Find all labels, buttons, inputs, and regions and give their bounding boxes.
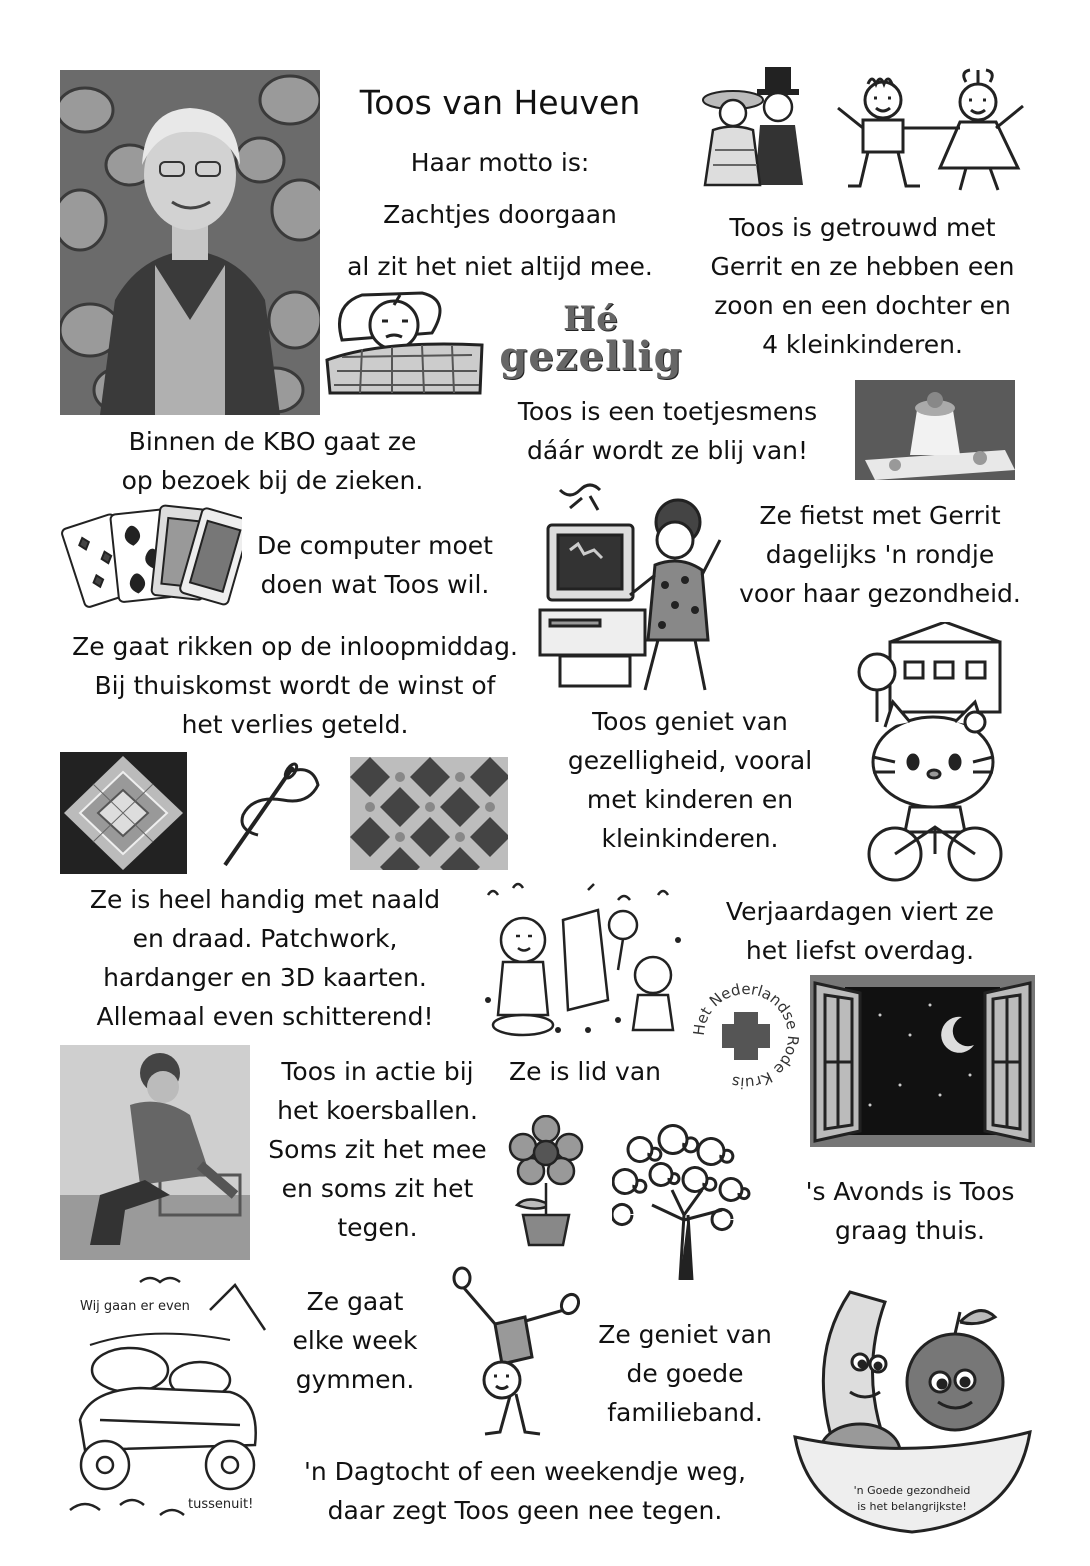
family-text bbox=[580, 1315, 790, 1432]
portrait-photo bbox=[60, 70, 320, 415]
car-trip-clipart bbox=[60, 1270, 275, 1530]
family-line: de goede bbox=[626, 1359, 744, 1388]
kbo-line: op bezoek bij de zieken. bbox=[121, 466, 424, 495]
flower-pot-clipart bbox=[505, 1115, 587, 1247]
sick-in-bed-clipart bbox=[322, 285, 487, 397]
motto-text bbox=[325, 137, 675, 293]
evenings-text bbox=[790, 1172, 1030, 1250]
cosiness-line: gezelligheid, vooral bbox=[567, 746, 813, 775]
crafts-text bbox=[70, 880, 460, 1036]
playing-cards-clipart bbox=[60, 500, 242, 615]
party-clipart bbox=[468, 880, 690, 1040]
kbo-line: Binnen de KBO gaat ze bbox=[128, 427, 417, 456]
birthdays-line: het liefst overdag. bbox=[745, 936, 975, 965]
trips-text bbox=[270, 1452, 780, 1530]
married-line: 4 kleinkinderen. bbox=[762, 330, 963, 359]
sweets-line: Toos is een toetjesmens bbox=[517, 397, 818, 426]
computer-woman-clipart bbox=[530, 480, 725, 695]
married-line: zoon en een dochter en bbox=[714, 291, 1011, 320]
koersballen-line: en soms zit het bbox=[281, 1174, 474, 1203]
trips-line: daar zegt Toos geen nee tegen. bbox=[327, 1496, 723, 1525]
wordart-line: Hé bbox=[563, 299, 619, 339]
evenings-line: graag thuis. bbox=[834, 1216, 985, 1245]
married-text bbox=[690, 208, 1035, 364]
fruit-bowl-clipart bbox=[790, 1272, 1035, 1540]
needle-thread-clipart bbox=[213, 755, 326, 870]
couple-clipart bbox=[695, 65, 820, 190]
hardanger-photo bbox=[60, 752, 187, 874]
pudding-photo bbox=[855, 380, 1015, 480]
crafts-line: en draad. Patchwork, bbox=[132, 924, 398, 953]
gym-line: Ze gaat bbox=[306, 1287, 404, 1316]
birthdays-text bbox=[700, 892, 1020, 970]
cycling-text bbox=[725, 496, 1035, 613]
car-caption-top: Wij gaan er even bbox=[80, 1299, 190, 1314]
crafts-line: Ze is heel handig met naald bbox=[89, 885, 441, 914]
dancing-kids-clipart bbox=[828, 68, 1033, 196]
cycling-line: Ze fietst met Gerrit bbox=[759, 501, 1001, 530]
sweets-text bbox=[500, 392, 835, 470]
gym-line: elke week bbox=[292, 1326, 418, 1355]
member-text: Ze is lid van bbox=[508, 1057, 662, 1086]
gezellig-wordart bbox=[492, 299, 690, 380]
page-title: Toos van Heuven bbox=[359, 83, 641, 122]
family-line: familieband. bbox=[607, 1398, 763, 1427]
trips-line: 'n Dagtocht of een weekendje weg, bbox=[304, 1457, 746, 1486]
swirl-tree-clipart bbox=[612, 1120, 762, 1280]
cycling-line: voor haar gezondheid. bbox=[739, 579, 1021, 608]
koersballen-line: Toos in actie bij bbox=[281, 1057, 474, 1086]
fruit-bowl-caption: is het belangrijkste! bbox=[857, 1500, 967, 1513]
cosiness-line: met kinderen en bbox=[586, 785, 794, 814]
rikken-text bbox=[55, 627, 535, 744]
gym-text bbox=[280, 1282, 430, 1399]
motto-line: Haar motto is: bbox=[410, 148, 590, 177]
wordart-line: gezellig bbox=[499, 333, 683, 380]
koersballen-text bbox=[255, 1052, 500, 1247]
cycling-line: dagelijks 'n rondje bbox=[765, 540, 995, 569]
computer-line: De computer moet bbox=[257, 531, 493, 560]
birthdays-line: Verjaardagen viert ze bbox=[725, 897, 995, 926]
computer-line: doen wat Toos wil. bbox=[260, 570, 490, 599]
rikken-line: Bij thuiskomst wordt de winst of bbox=[94, 671, 496, 700]
sweets-line: dáár wordt ze blij van! bbox=[526, 436, 809, 465]
evenings-line: 's Avonds is Toos bbox=[805, 1177, 1015, 1206]
crafts-line: hardanger en 3D kaarten. bbox=[103, 963, 427, 992]
motto-line: al zit het niet altijd mee. bbox=[347, 252, 653, 281]
cosiness-line: Toos geniet van bbox=[592, 707, 788, 736]
cosiness-text bbox=[545, 702, 835, 858]
car-caption-bottom: tussenuit! bbox=[188, 1497, 254, 1512]
computer-text bbox=[240, 526, 510, 604]
koersballen-line: tegen. bbox=[337, 1213, 418, 1242]
gym-line: gymmen. bbox=[295, 1365, 415, 1394]
koersballen-line: Soms zit het mee bbox=[268, 1135, 487, 1164]
koersballen-photo bbox=[60, 1045, 250, 1260]
night-window-clipart bbox=[810, 975, 1035, 1147]
red-cross-logo bbox=[690, 980, 802, 1092]
motto-line: Zachtjes doorgaan bbox=[383, 200, 617, 229]
cosiness-line: kleinkinderen. bbox=[601, 824, 779, 853]
koersballen-line: het koersballen. bbox=[277, 1096, 478, 1125]
kitty-bike-clipart bbox=[855, 622, 1015, 884]
cartwheel-kid-clipart bbox=[440, 1262, 580, 1442]
kbo-text bbox=[90, 422, 455, 500]
rikken-line: Ze gaat rikken op de inloopmiddag. bbox=[72, 632, 518, 661]
married-line: Toos is getrouwd met bbox=[729, 213, 996, 242]
crafts-line: Allemaal even schitterend! bbox=[96, 1002, 434, 1031]
rikken-line: het verlies geteld. bbox=[181, 710, 409, 739]
red-cross-logo-text: Het Nederlandse Rode Kruis bbox=[690, 980, 802, 1092]
family-line: Ze geniet van bbox=[598, 1320, 772, 1349]
married-line: Gerrit en ze hebben een bbox=[710, 252, 1015, 281]
patchwork-photo bbox=[350, 757, 508, 870]
fruit-bowl-caption: 'n Goede gezondheid bbox=[853, 1484, 971, 1497]
